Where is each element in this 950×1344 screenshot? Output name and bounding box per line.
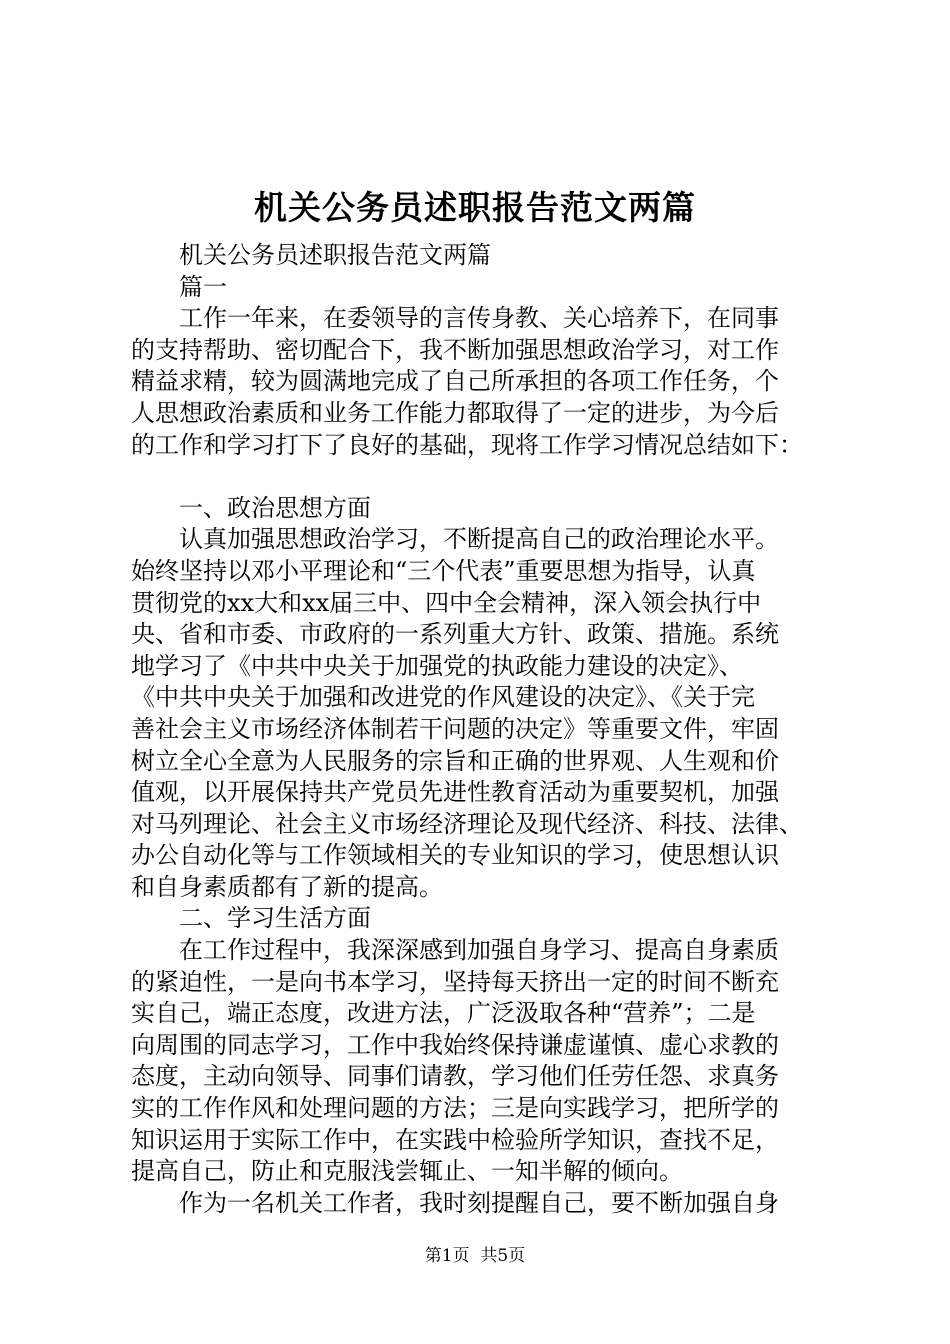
text-line: 知识运用于实际工作中，在实践中检验所学知识，查找不足， (131, 1125, 779, 1154)
text-line: 的支持帮助、密切配合下，我不断加强思想政治学习，对工作 (131, 335, 779, 364)
text-line: 的工作和学习打下了良好的基础，现将工作学习情况总结如下： (131, 430, 803, 459)
text-line: 《中共中央关于加强和改进党的作风建设的决定》、《关于完 (131, 683, 755, 712)
text-line: 实自己，端正态度，改进方法，广泛汲取各种“营养”；二是 (131, 999, 756, 1028)
page-footer (0, 1244, 950, 1268)
text-line: 工作一年来，在委领导的言传身教、关心培养下，在同事 (179, 304, 779, 333)
document-body (131, 240, 831, 1219)
text-line: 值观，以开展保持共产党员先进性教育活动为重要契机，加强 (131, 778, 779, 807)
text-line: 作为一名机关工作者，我时刻提醒自己，要不断加强自身 (179, 1188, 779, 1217)
text-line: 人思想政治素质和业务工作能力都取得了一定的进步，为今后 (131, 398, 779, 427)
blank-line (131, 461, 831, 493)
text-line: 一、政治思想方面 (179, 493, 371, 522)
text-line: 始终坚持以邓小平理论和“三个代表”重要思想为指导，认真 (131, 556, 756, 585)
text-line: 树立全心全意为人民服务的宗旨和正确的世界观、人生观和价 (131, 746, 779, 775)
text-line: 地学习了《中共中央关于加强党的执政能力建设的决定》、 (131, 651, 743, 680)
text-line: 认真加强思想政治学习，不断提高自己的政治理论水平。 (179, 525, 779, 554)
text-line: 对马列理论、社会主义市场经济理论及现代经济、科技、法律、 (131, 809, 803, 838)
text-line: 态度，主动向领导、同事们请教，学习他们任劳任怨、求真务 (131, 1062, 779, 1091)
text-line: 和自身素质都有了新的提高。 (131, 872, 443, 901)
text-line: 的紧迫性，一是向书本学习，坚持每天挤出一定的时间不断充 (131, 967, 779, 996)
document-title: 机关公务员述职报告范文两篇 (254, 188, 696, 227)
text-line: 贯彻党的xx大和xx届三中、四中全会精神，深入领会执行中 (131, 588, 762, 617)
text-line: 向周围的同志学习，工作中我始终保持谦虚谨慎、虚心求教的 (131, 1030, 779, 1059)
text-line: 央、省和市委、市政府的一系列重大方针、政策、措施。系统 (131, 620, 779, 649)
text-line: 实的工作作风和处理问题的方法；三是向实践学习，把所学的 (131, 1094, 779, 1123)
text-line: 办公自动化等与工作领域相关的专业知识的学习，使思想认识 (131, 841, 779, 870)
text-line: 提高自己，防止和克服浅尝辄止、一知半解的倾向。 (131, 1157, 683, 1186)
text-line: 精益求精，较为圆满地完成了自己所承担的各项工作任务，个 (131, 367, 779, 396)
text-line: 二、学习生活方面 (179, 904, 371, 933)
text-line: 在工作过程中，我深深感到加强自身学习、提高自身素质 (179, 936, 779, 965)
page-number: 第1页 共5页 (424, 1246, 526, 1266)
text-line: 篇一 (179, 272, 227, 301)
text-line: 机关公务员述职报告范文两篇 (179, 241, 491, 269)
text-line: 善社会主义市场经济体制若干问题的决定》等重要文件，牢固 (131, 714, 779, 743)
